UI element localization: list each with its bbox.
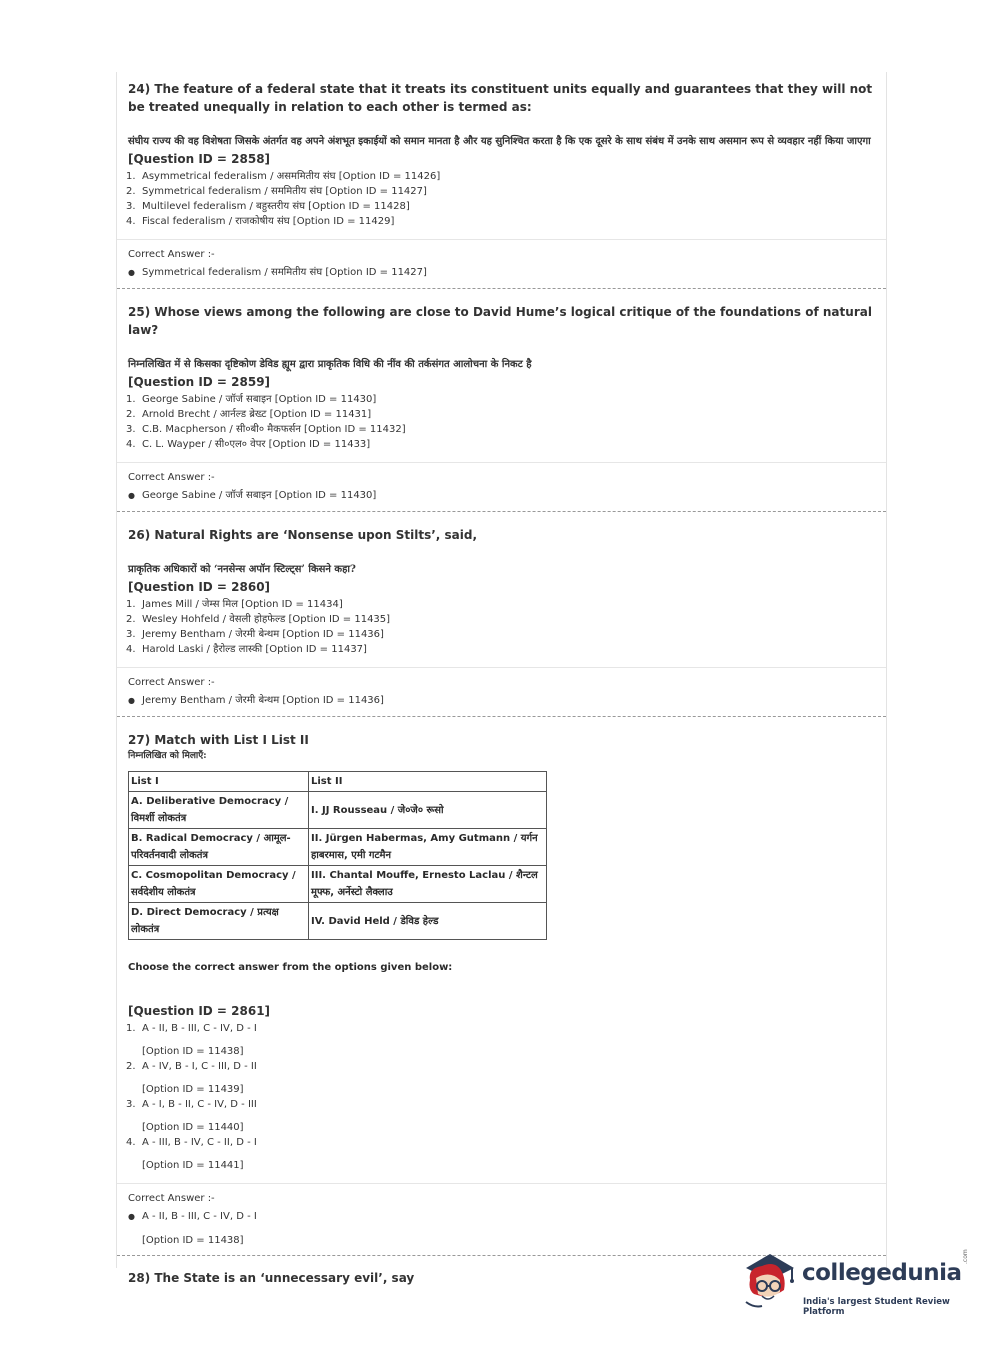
question-id: [Question ID = 2858] bbox=[128, 152, 271, 166]
bullet-icon: ● bbox=[128, 1212, 135, 1221]
table-header-cell: List I bbox=[129, 772, 309, 792]
option-item: 4. Fiscal federalism / राजकोषीय संघ [Option ID = 11429] bbox=[126, 216, 395, 227]
option-item: 3. Jeremy Bentham / जेरमी बेन्थम [Option ID = 11436] bbox=[126, 629, 384, 640]
instruction-text: Choose the correct answer from the options given below: bbox=[128, 962, 453, 973]
correct-answer: ● Symmetrical federalism / सममितीय संघ [Option ID = 11427] bbox=[128, 265, 875, 281]
option-item: 1. Asymmetrical federalism / असममितीय संघ [Option ID = 11426] bbox=[126, 171, 441, 182]
options-list bbox=[128, 392, 875, 452]
options-list bbox=[128, 597, 875, 657]
question-id: [Question ID = 2861] bbox=[128, 1004, 271, 1018]
table-row bbox=[129, 866, 547, 903]
question-25 bbox=[117, 289, 886, 512]
options-list bbox=[128, 169, 875, 229]
answer-divider bbox=[117, 1183, 886, 1184]
answer-divider bbox=[117, 667, 886, 668]
question-hindi: प्राकृतिक अधिकारों को ‘ननसेन्स अपॉन स्टिल्ट्स’ किसने कहा? bbox=[128, 564, 356, 575]
option-item: 1. A - II, B - III, C - IV, D - I [Option ID = 11438] bbox=[126, 1023, 257, 1057]
correct-answer-label: Correct Answer :- bbox=[128, 249, 215, 260]
table-cell: B. Radical Democracy / आमूल-परिवर्तनवादी लोकतंत्र bbox=[129, 829, 309, 866]
option-item: 2. Arnold Brecht / आर्नल्ड ब्रेख्ट [Option ID = 11431] bbox=[126, 409, 372, 420]
option-item: 3. Multilevel federalism / बहुस्तरीय संघ [Option ID = 11428] bbox=[126, 201, 410, 212]
bullet-icon: ● bbox=[128, 268, 135, 277]
option-item: 2. A - IV, B - I, C - III, D - II [Option ID = 11439] bbox=[126, 1061, 257, 1095]
table-header-cell: List II bbox=[309, 772, 547, 792]
student-mascot-icon bbox=[740, 1250, 800, 1310]
answer-divider bbox=[117, 462, 886, 463]
option-item: 4. A - III, B - IV, C - II, D - I [Option ID = 11441] bbox=[126, 1137, 257, 1171]
option-item: 4. C. L. Wayper / सी०एल० वेपर [Option ID = 11433] bbox=[126, 439, 371, 450]
option-item: 3. C.B. Macpherson / सी०बी० मैकफर्सन [Option ID = 11432] bbox=[126, 424, 406, 435]
correct-answer: ● George Sabine / जॉर्ज सबाइन [Option ID = 11430] bbox=[128, 488, 875, 504]
table-cell: I. JJ Rousseau / जे०जे० रूसो bbox=[309, 792, 547, 829]
table-cell: C. Cosmopolitan Democracy / सर्वदेशीय लोकतंत्र bbox=[129, 866, 309, 903]
question-id: [Question ID = 2859] bbox=[128, 375, 271, 389]
table-cell: D. Direct Democracy / प्रत्यक्ष लोकतंत्र bbox=[129, 903, 309, 940]
bullet-icon: ● bbox=[128, 491, 135, 500]
table-cell: II. Jürgen Habermas, Amy Gutmann / यर्गन हाबरमास, एमी गटमैन bbox=[309, 829, 547, 866]
correct-answer-label: Correct Answer :- bbox=[128, 677, 215, 688]
question-24 bbox=[117, 72, 886, 289]
option-item: 1. James Mill / जेम्स मिल [Option ID = 11434] bbox=[126, 599, 343, 610]
correct-answer: ● A - II, B - III, C - IV, D - I [Option ID = 11438] bbox=[128, 1211, 257, 1246]
question-id: [Question ID = 2860] bbox=[128, 580, 271, 594]
option-item: 3. A - I, B - II, C - IV, D - III [Option ID = 11440] bbox=[126, 1099, 257, 1133]
logo-tagline: India's largest Student Review Platform bbox=[803, 1297, 950, 1317]
logo-wordmark: collegedunia bbox=[802, 1260, 962, 1286]
table-cell: III. Chantal Mouffe, Ernesto Laclau / शैन्टल मूफ्फ, अर्नेस्टो लैक्लाउ bbox=[309, 866, 547, 903]
table-row bbox=[129, 903, 547, 940]
question-hindi: निम्नलिखित को मिलाएँ: bbox=[128, 751, 207, 761]
question-title: 28) The State is an ‘unnecessary evil’, say bbox=[128, 1271, 415, 1285]
match-table bbox=[128, 771, 547, 940]
option-item: 1. George Sabine / जॉर्ज सबाइन [Option ID = 11430] bbox=[126, 394, 377, 405]
question-title: 25) Whose views among the following are close to David Hume’s logical critique of the foundations of natural law? bbox=[128, 305, 872, 337]
table-row bbox=[129, 792, 547, 829]
table-row bbox=[129, 829, 547, 866]
question-26 bbox=[117, 512, 886, 717]
question-hindi: संघीय राज्य की वह विशेषता जिसके अंतर्गत वह अपने अंशभूत इकाईयों को समान मानता है और यह सुनिश्चित करता है कि एक दूसरे के साथ संबंध में उनके साथ असमान रूप से व्यवहार नहीं किया जाएगा bbox=[128, 136, 871, 147]
answer-divider bbox=[117, 239, 886, 240]
question-title: 24) The feature of a federal state that it treats its constituent units equally and guarantees that they will not be treated unequally in relation to each other is termed as: bbox=[128, 82, 873, 114]
table-header-row bbox=[129, 772, 547, 792]
table-cell: A. Deliberative Democracy / विमर्शी लोकतंत्र bbox=[129, 792, 309, 829]
question-title: 27) Match with List I List II bbox=[128, 733, 309, 747]
collegedunia-logo[interactable] bbox=[740, 1249, 970, 1317]
logo-domain: .com bbox=[962, 1249, 969, 1264]
correct-answer-label: Correct Answer :- bbox=[128, 1193, 215, 1204]
options-list bbox=[128, 1021, 875, 1173]
bullet-icon: ● bbox=[128, 696, 135, 705]
question-27 bbox=[117, 717, 886, 1256]
question-hindi: निम्नलिखित में से किसका दृष्टिकोण डेविड ह्यूम द्वारा प्राकृतिक विधि की नींव की तर्कसंगत आलोचना के निकट है bbox=[128, 359, 532, 370]
correct-answer-label: Correct Answer :- bbox=[128, 472, 215, 483]
question-title: 26) Natural Rights are ‘Nonsense upon Stilts’, said, bbox=[128, 528, 478, 542]
correct-answer: ● Jeremy Bentham / जेरमी बेन्थम [Option ID = 11436] bbox=[128, 693, 875, 709]
option-item: 4. Harold Laski / हैरोल्ड लास्की [Option ID = 11437] bbox=[126, 644, 367, 655]
option-item: 2. Wesley Hohfeld / वेसली होहफेल्ड [Option ID = 11435] bbox=[126, 614, 391, 625]
option-item: 2. Symmetrical federalism / सममितीय संघ [Option ID = 11427] bbox=[126, 186, 427, 197]
table-cell: IV. David Held / डेविड हेल्ड bbox=[309, 903, 547, 940]
